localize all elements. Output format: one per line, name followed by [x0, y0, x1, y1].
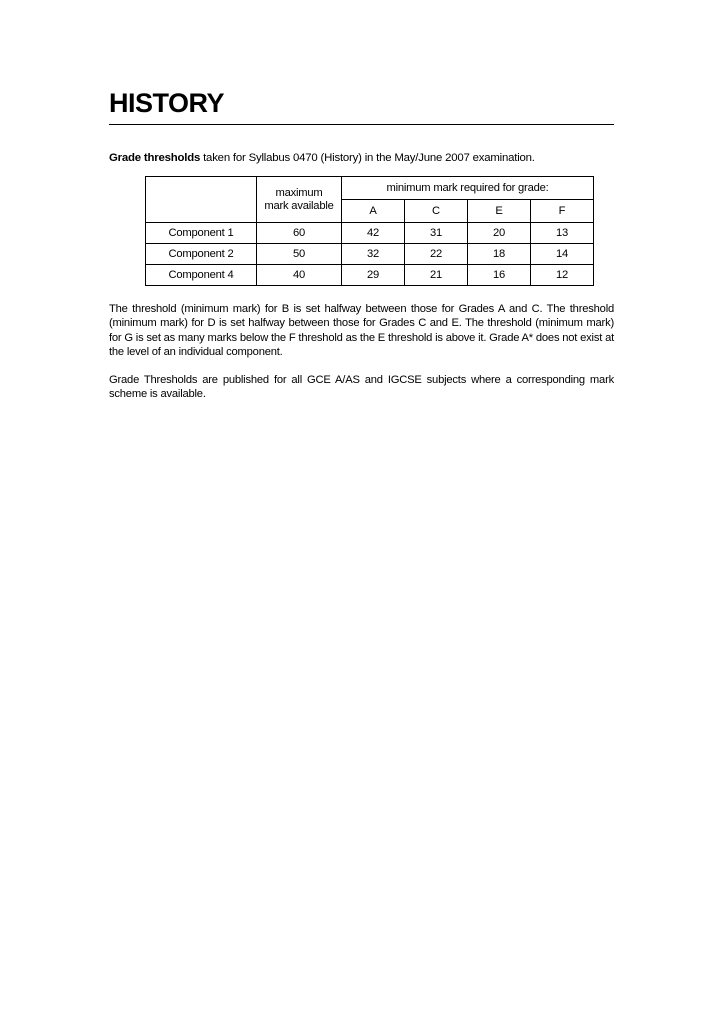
grade-header: C — [405, 200, 468, 223]
grade-mark: 32 — [342, 244, 405, 265]
max-mark: 40 — [257, 265, 342, 286]
grade-mark: 22 — [405, 244, 468, 265]
grade-mark: 29 — [342, 265, 405, 286]
table-corner-cell — [146, 177, 257, 223]
intro-text: taken for Syllabus 0470 (History) in the May/June 2007 examination. — [200, 152, 535, 164]
max-mark-header: maximum mark available — [257, 177, 342, 223]
publication-note-paragraph: Grade Thresholds are published for all GCE A/AS and IGCSE subjects where a corresponding mark scheme is available. — [109, 373, 614, 401]
document-page — [109, 88, 614, 401]
grade-header: F — [531, 200, 594, 223]
grade-mark: 18 — [468, 244, 531, 265]
component-name: Component 2 — [146, 244, 257, 265]
component-name: Component 1 — [146, 223, 257, 244]
grade-mark: 12 — [531, 265, 594, 286]
max-mark: 50 — [257, 244, 342, 265]
grade-header: E — [468, 200, 531, 223]
table-row — [146, 265, 594, 286]
intro-sentence — [109, 151, 614, 166]
grade-threshold-table — [145, 176, 594, 286]
grade-mark: 16 — [468, 265, 531, 286]
grade-header: A — [342, 200, 405, 223]
grade-mark: 20 — [468, 223, 531, 244]
component-name: Component 4 — [146, 265, 257, 286]
grade-mark: 14 — [531, 244, 594, 265]
min-mark-header: minimum mark required for grade: — [342, 177, 594, 200]
max-mark: 60 — [257, 223, 342, 244]
table-row — [146, 244, 594, 265]
table-header-row — [146, 177, 594, 200]
threshold-explanation-paragraph: The threshold (minimum mark) for B is set halfway between those for Grades A and C. The threshold (minimum mark) for D is set halfway between those for Grades C and E. The threshold (minimum mark) for G is set as many marks below the F threshold as the E threshold is above it. Grade A* does not exist at the level of an individual component. — [109, 303, 614, 359]
intro-bold-label: Grade thresholds — [109, 152, 201, 164]
grade-mark: 31 — [405, 223, 468, 244]
grade-mark: 13 — [531, 223, 594, 244]
title-underline — [109, 124, 614, 125]
page-title: HISTORY — [109, 88, 225, 118]
grade-mark: 42 — [342, 223, 405, 244]
grade-mark: 21 — [405, 265, 468, 286]
table-row — [146, 223, 594, 244]
